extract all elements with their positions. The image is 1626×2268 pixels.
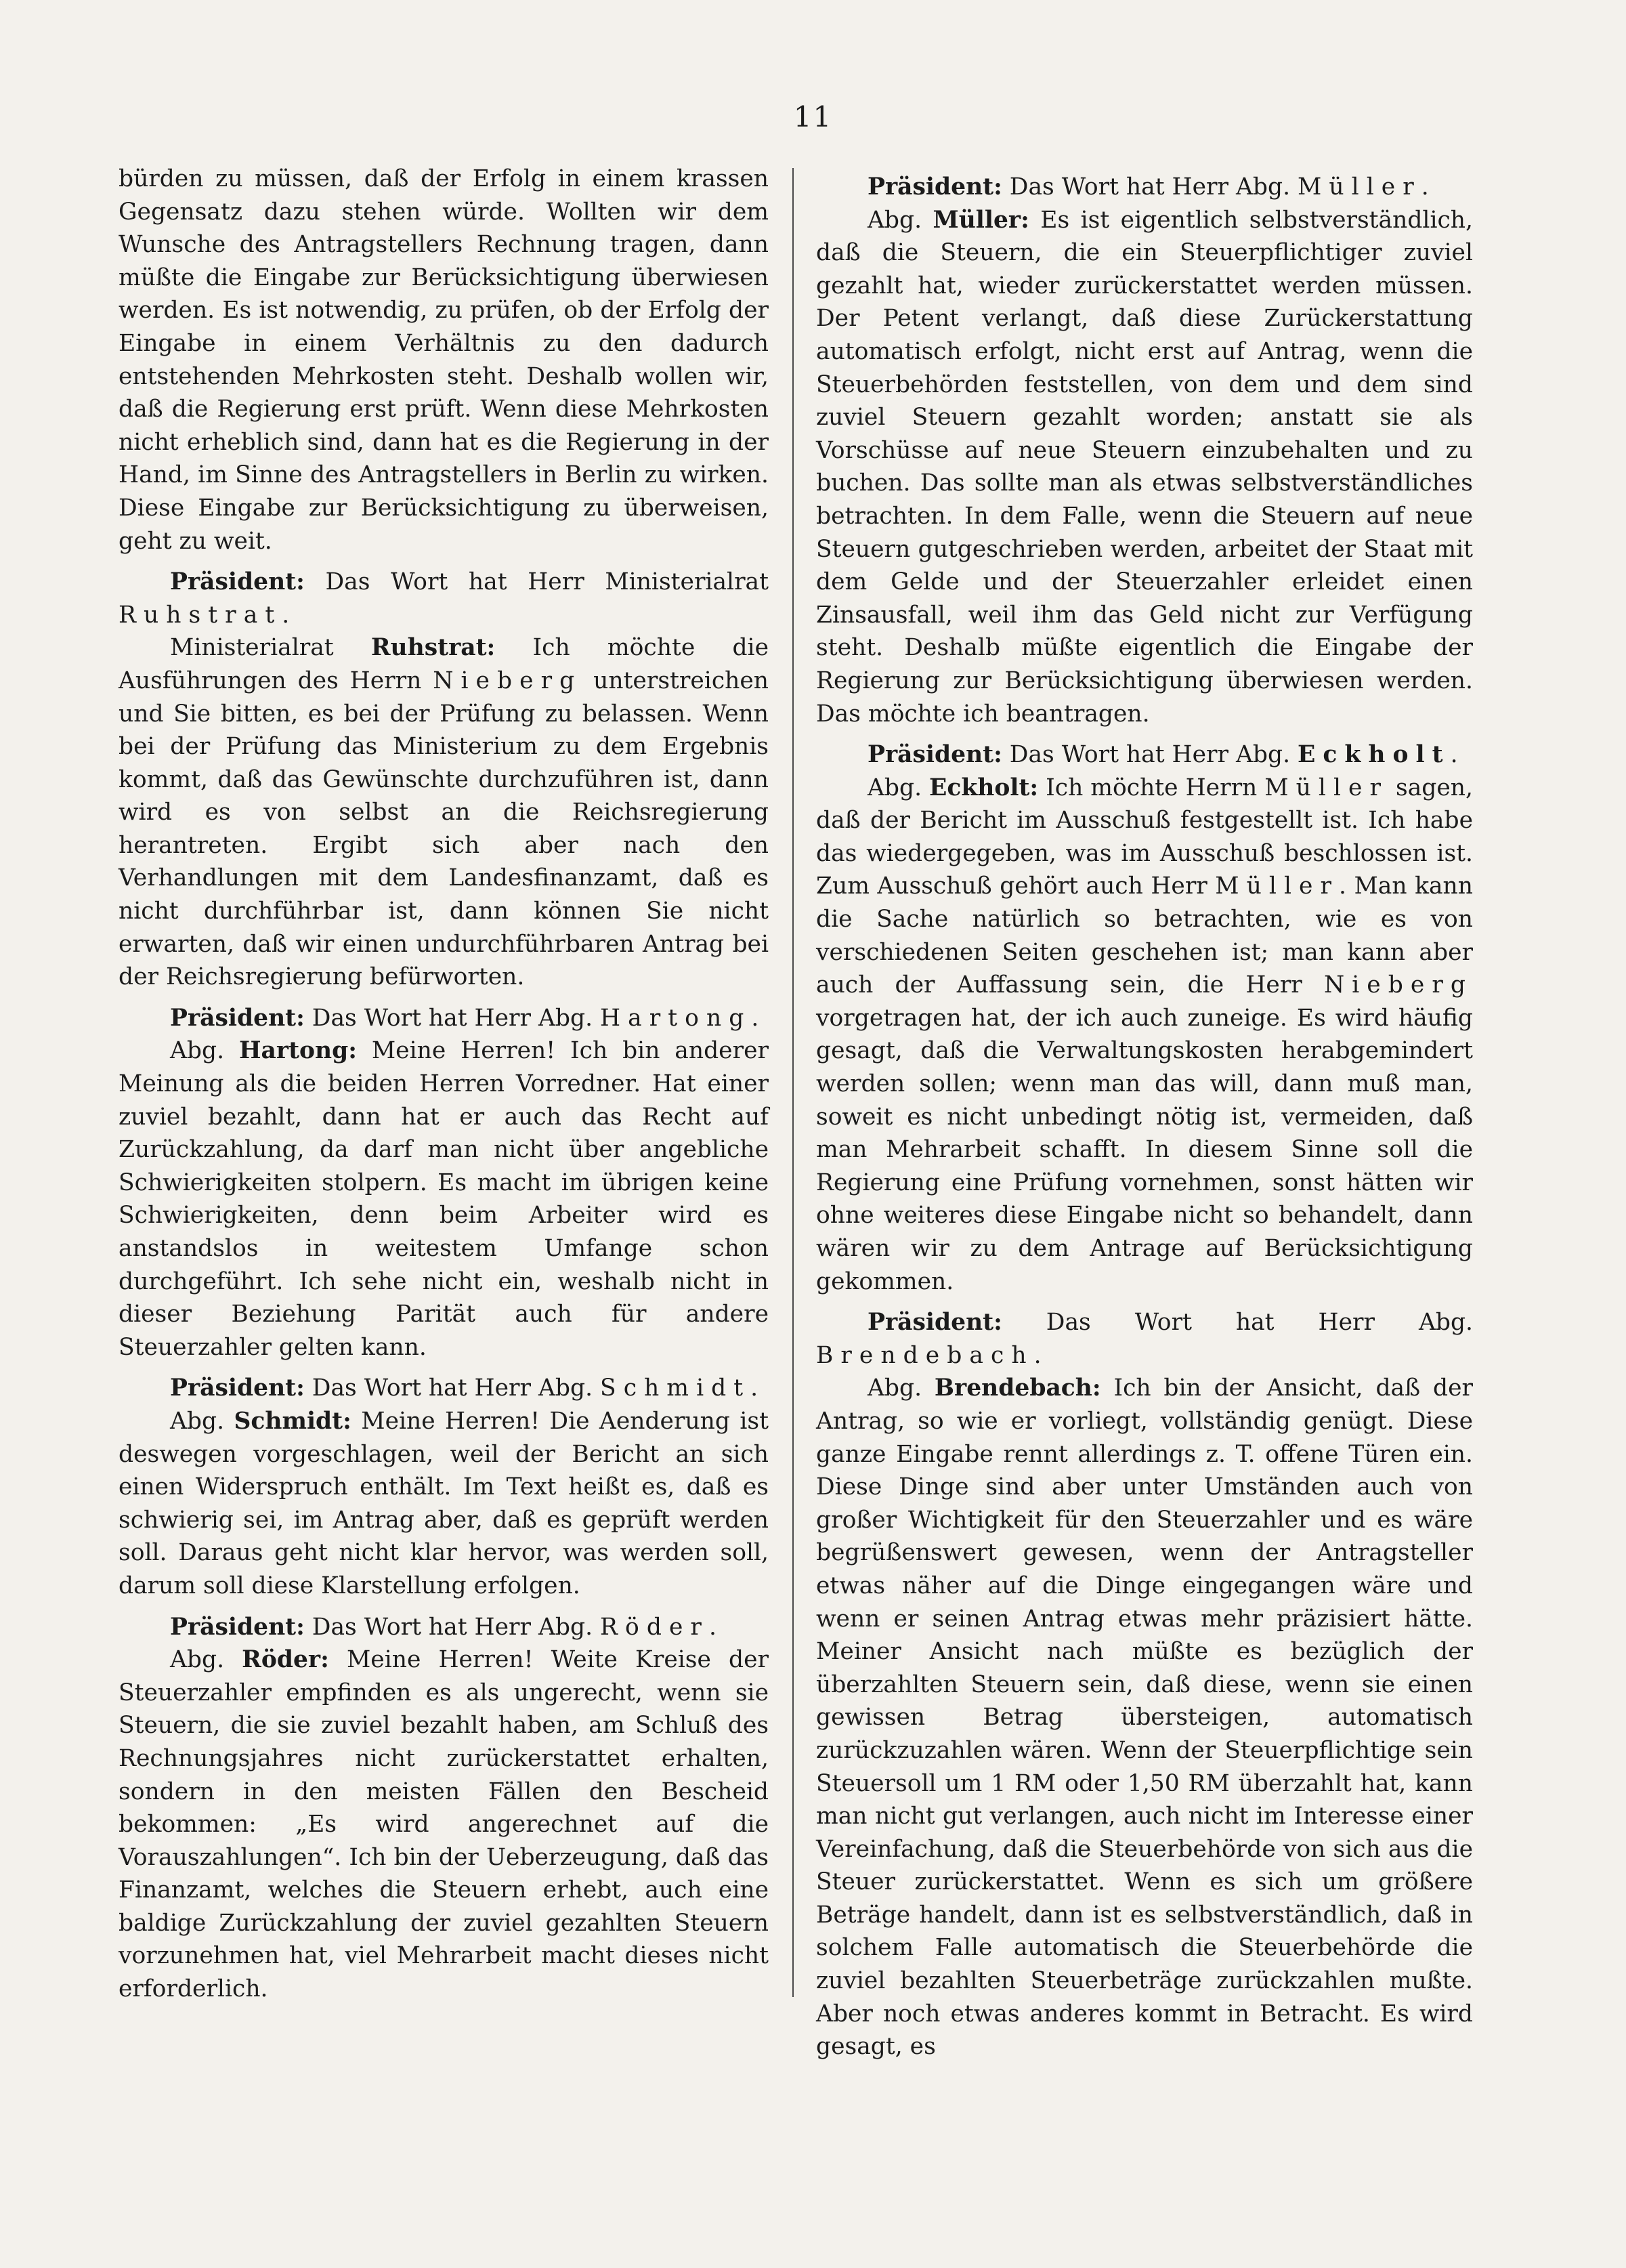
text-run: Abg. — [170, 1037, 239, 1065]
spaced-name: Schmidt — [600, 1374, 751, 1402]
text-run: . — [1450, 741, 1458, 769]
text-run: Ministerialrat — [170, 634, 371, 662]
right-column — [816, 163, 1473, 2063]
spaced-name: Müller — [1215, 873, 1340, 900]
text-run: Das Wort hat Herr Ministerialrat — [304, 568, 769, 596]
paragraph — [119, 1405, 769, 1603]
text-run: . — [282, 601, 290, 629]
speaker-name: Präsident: — [868, 1309, 1002, 1337]
text-run: bürden zu müssen, daß der Erfolg in einem krassen Gegensatz dazu stehen würde. Wollten wir dem Wunsche des Antragstellers Rechnung tragen, dann müßte die Eingabe zur Berücksichtigung überwiesen werden. Es ist notwendig, zu prüfen, ob der Erfolg der Eingabe in einem Verhältnis zu den dadurch entstehenden Mehrkosten steht. Deshalb wollen wir, daß die Regierung erst prüft. Wenn diese Mehrkosten nicht erheblich sind, dann hat es die Regierung in der Hand, im Sinne des Antragstellers in Berlin zu wirken. Diese Eingabe zur Berücksichtigung zu überweisen, geht zu weit. — [119, 165, 769, 555]
text-run: Meine Herren! Ich bin anderer Meinung als die beiden Herren Vorredner. Hat einer zuviel bezahlt, dann hat er auch das Recht auf Zurückzahlung, da darf man nicht über angebliche Schwierigkeiten stolpern. Es macht im übrigen keine Schwierigkeiten, denn beim Arbeiter wird es anstandslos in weitestem Umfange schon durchgeführt. Ich sehe nicht ein, weshalb nicht in dieser Beziehung Parität auch für andere Steuerzahler gelten kann. — [119, 1037, 769, 1361]
speaker-name: Präsident: — [868, 173, 1002, 201]
text-run: vorgetragen hat, der ich auch zuneige. Es wird häufig gesagt, daß die Verwaltungskosten herabgemindert werden sollen; wenn man das will, dann muß man, soweit es nicht unbedingt nötig ist, vermeiden, daß man Mehrarbeit schafft. In diesem Sinne soll die Regierung eine Prüfung vornehmen, sonst hätten wir ohne weiteres diese Eingabe nicht so behandelt, dann wären wir zu dem Antrage auf Berücksichtigung gekommen. — [816, 1004, 1473, 1295]
text-run: Meine Herren! Die Aenderung ist deswegen vorgeschlagen, weil der Bericht an sich einen Widerspruch enthält. Im Text heißt es, daß es schwierig sei, im Antrag aber, daß es geprüft werden soll. Daraus geht nicht klar hervor, was werden soll, darum soll diese Klarstellung erfolgen. — [119, 1407, 769, 1599]
text-run: Das Wort hat Herr Abg. — [304, 1374, 601, 1402]
text-run: . — [1033, 1341, 1042, 1369]
column-divider — [792, 168, 794, 1997]
paragraph — [119, 1372, 769, 1405]
speaker-name: Präsident: — [170, 1374, 305, 1402]
speaker-name: Präsident: — [170, 1004, 305, 1032]
text-run: Das Wort hat Herr Abg. — [1002, 741, 1298, 769]
speaker-name: Röder: — [242, 1646, 329, 1674]
spaced-name: Ruhstrat — [119, 601, 282, 629]
text-run: Abg. — [868, 206, 933, 234]
text-run: Abg. — [868, 1374, 935, 1402]
page-number: 11 — [793, 100, 833, 133]
spaced-name: Brendebach — [816, 1341, 1034, 1369]
paragraph — [119, 1034, 769, 1364]
speaker-name: Ruhstrat: — [370, 634, 496, 662]
paragraph — [816, 772, 1473, 1299]
paragraph — [816, 1306, 1473, 1372]
speaker-name: Brendebach: — [934, 1374, 1101, 1402]
text-run: Das Wort hat Herr Abg. — [1002, 1309, 1473, 1337]
text-run: unterstreichen und Sie bitten, es bei der Prüfung zu belassen. Wenn bei der Prüfung das Ministerium zu dem Ergebnis kommt, daß das Gewünschte durchzuführen ist, dann wird es von selbst an die Reichsregierung herantreten. Ergibt sich aber nach den Verhandlungen mit dem Landesfinanzamt, daß es nicht durchführbar ist, dann können Sie nicht erwarten, daß wir einen undurchführbaren Antrag bei der Reichsregierung befürworten. — [119, 667, 769, 991]
text-run: Abg. — [170, 1407, 234, 1435]
text-run: sagen, daß der Bericht im Ausschuß festgestellt ist. Ich habe das wiedergegeben, was im Ausschuß beschlossen ist. Zum Ausschuß gehört auch Herr — [816, 774, 1473, 900]
text-run: Abg. — [170, 1646, 242, 1674]
text-run: . — [1421, 173, 1429, 201]
text-run: Meine Herren! Weite Kreise der Steuerzahler empfinden es als ungerecht, wenn sie Steuern, die sie zuviel bezahlt haben, am Schluß des Rechnungsjahres nicht zurückerstattet erhalten, sondern in den meisten Fällen den Bescheid bekommen: „Es wird angerechnet auf die Vorauszahlungen“. Ich bin der Ueberzeugung, daß das Finanzamt, welches die Steuern erhebt, auch eine baldige Zurückzahlung der zuviel gezahlten Steuern vorzunehmen hat, viel Mehrarbeit macht dieses nicht erforderlich. — [119, 1646, 769, 2003]
paragraph — [816, 1372, 1473, 2063]
spaced-name: Nieberg — [433, 667, 582, 694]
paragraph — [119, 631, 769, 994]
text-run: Ich möchte die Ausführungen des Herrn — [119, 634, 769, 694]
text-run: Es ist eigentlich selbstverständlich, daß die Steuern, die ein Steuerpflichtiger zuviel gezahlt hat, wieder zurückerstattet werden müssen. Der Petent verlangt, daß diese Zurückerstattung automatisch erfolgt, nicht erst auf Antrag, wenn die Steuerbehörden feststellen, von dem und dem sind zuviel Steuern gezahlt worden; anstatt sie als Vorschüsse auf neue Steuern einzubehalten und zu buchen. Das sollte man als etwas selbstverständliches betrachten. In dem Falle, wenn die Steuern auf neue Steuern gutgeschrieben werden, arbeitet der Staat mit dem Gelde und der Steuerzahler erleidet einen Zinsausfall, weil ihm das Geld nicht zur Verfügung steht. Deshalb müßte eigentlich die Eingabe der Regierung zur Berücksichtigung überwiesen werden. Das möchte ich beantragen. — [816, 206, 1473, 728]
text-run: Das Wort hat Herr Abg. — [1002, 173, 1298, 201]
spaced-name: Hartong — [600, 1004, 752, 1032]
paragraph — [119, 163, 769, 558]
text-run: Abg. — [868, 774, 930, 801]
speaker-name: Müller: — [933, 206, 1029, 234]
paragraph — [816, 171, 1473, 204]
speaker-name: Präsident: — [170, 1613, 305, 1641]
paragraph — [119, 566, 769, 631]
text-run: Ich bin der Ansicht, daß der Antrag, so wie er vorliegt, vollständig genügt. Diese ganze Eingabe rennt allerdings z. T. offene Türen ein. Diese Dinge sind aber unter Umständen auch von großer Wichtigkeit für den Steuerzahler und es wäre begrüßenswert gewesen, wenn der Antragsteller etwas näher auf die Dinge eingegangen wäre und wenn er seinen Antrag etwas mehr präzisiert hätte. Meiner Ansicht nach müßte es bezüglich der überzahlten Steuern sein, daß diese, wenn sie einen gewissen Betrag übersteigen, automatisch zurückzuzahlen wären. Wenn der Steuerpflichtige sein Steuersoll um 1 RM oder 1,50 RM überzahlt hat, kann man nicht gut verlangen, auch nicht im Interesse einer Vereinfachung, daß die Steuerbehörde von sich aus die Steuer zurückerstattet. Wenn es sich um größere Beträge handelt, dann ist es selbstverständlich, daß in solchem Falle automatisch die Steuerbehörde die zuviel bezahlten Steuerbeträge zurückzahlen mußte. Aber noch etwas anderes kommt in Betracht. Es wird gesagt, es — [816, 1374, 1473, 2061]
paragraph — [816, 738, 1473, 772]
text-run: . — [708, 1613, 716, 1641]
text-run: . — [750, 1374, 758, 1402]
speaker-name: Eckholt: — [929, 774, 1039, 801]
left-column — [119, 163, 769, 2006]
speaker-name: Eckholt — [1298, 741, 1451, 769]
spaced-name: Müller — [1298, 173, 1421, 201]
text-run: Ich möchte Herrn — [1038, 774, 1265, 801]
paragraph — [119, 1643, 769, 2006]
speaker-name: Präsident: — [170, 568, 305, 596]
speaker-name: Schmidt: — [234, 1407, 351, 1435]
text-run: . Man kann die Sache natürlich so betrachten, wie es von verschiedenen Seiten geschehen ist; man kann aber auch der Auffassung sein, die Herr — [816, 873, 1473, 999]
paragraph — [119, 1611, 769, 1644]
spaced-name: Nieberg — [1324, 971, 1473, 999]
text-run: Das Wort hat Herr Abg. — [304, 1613, 601, 1641]
speaker-name: Präsident: — [868, 741, 1002, 769]
paragraph — [816, 204, 1473, 731]
spaced-name: Müller — [1264, 774, 1389, 801]
text-run: . — [751, 1004, 759, 1032]
speaker-name: Hartong: — [238, 1037, 357, 1065]
text-run: Das Wort hat Herr Abg. — [304, 1004, 601, 1032]
spaced-name: Röder — [600, 1613, 709, 1641]
paragraph — [119, 1002, 769, 1035]
